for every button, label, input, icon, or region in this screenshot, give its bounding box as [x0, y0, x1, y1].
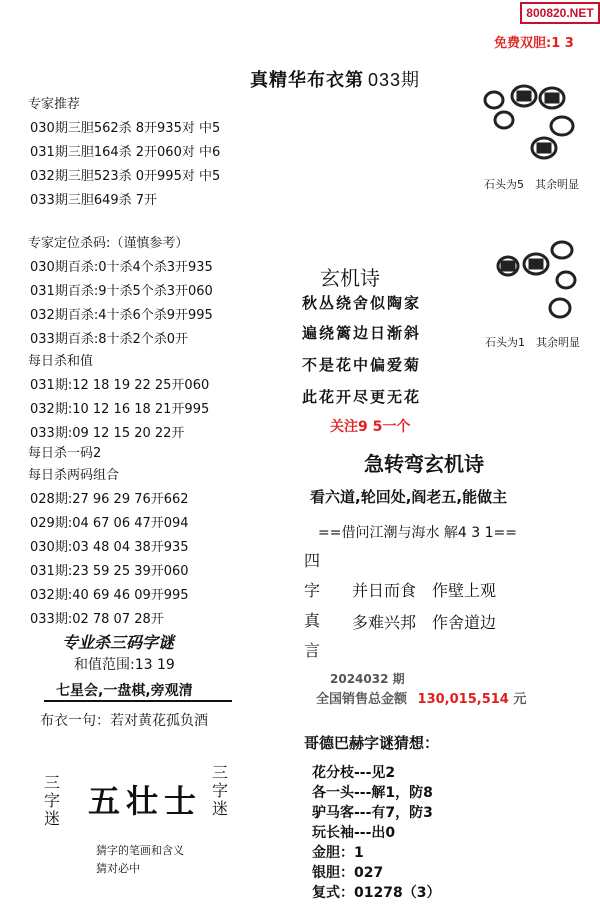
- jizhuan-heading: 急转弯玄机诗: [364, 452, 484, 476]
- daily-two-line: 030期:03 48 04 38开935: [30, 540, 189, 555]
- daily-two-line: 028期:27 96 29 76开662: [30, 492, 189, 507]
- jizhuan-line: ==借问江潮与海水 解4 3 1==: [318, 525, 517, 541]
- sales-row: [316, 688, 526, 707]
- daily-sum-heading: 每日杀和值: [28, 354, 94, 369]
- xuanji-heading: 玄机诗: [320, 266, 380, 290]
- title-text: 真精华布衣第: [250, 70, 364, 91]
- daily-two-line: 029期:04 67 06 47开094: [30, 516, 189, 531]
- position-kill-line: 033期百杀:8十杀2个杀0开: [30, 332, 189, 347]
- divider: [44, 700, 232, 702]
- xuanji-line: 遍绕篱边日渐斜: [302, 324, 422, 342]
- daily-sum-line: 032期:10 12 16 18 21开995: [30, 402, 210, 417]
- three-char-left: 三 字 迷: [44, 773, 61, 828]
- sum-range: 和值范围:13 19: [74, 657, 175, 673]
- title-issue: 033期: [368, 70, 421, 90]
- goldbach-line: 玩长袖---出0: [312, 825, 396, 841]
- goldbach-line: 各一头---解1，防8: [312, 785, 433, 801]
- guess-note: 猜字的笔画和含义: [96, 844, 184, 857]
- site-badge: 800820.NET: [520, 2, 600, 24]
- daily-two-line: 032期:40 69 46 09开995: [30, 588, 189, 603]
- expert-line: 030期三胆562杀 8开935对 中5: [30, 121, 221, 136]
- four-words-row: 多难兴邦 作舍道边: [352, 613, 497, 632]
- buyi-sentence: 布衣一句：若对黄花孤负酒: [40, 713, 208, 729]
- seven-star-line: 七星会,一盘棋,旁观清: [56, 683, 193, 699]
- page-title: [250, 66, 420, 92]
- jizhuan-line: 看六道,轮回处,阎老五,能做主: [310, 488, 508, 506]
- goldbach-line: 花分枝---见2: [312, 765, 396, 781]
- compound-combo: 复式：01278（3）: [312, 885, 441, 901]
- three-char-right: 三 字 迷: [212, 763, 229, 818]
- gold-dan: 金胆：1: [312, 845, 364, 861]
- xuanji-line: 不是花中偏爱菊: [302, 356, 422, 374]
- xuanji-note: 关注9 5一个: [330, 419, 411, 435]
- daily-sum-line: 033期:09 12 15 20 22开: [30, 426, 185, 441]
- sales-amount: 130,015,514: [417, 692, 509, 707]
- position-kill-heading: 专家定位杀码:（谨慎参考）: [28, 236, 189, 251]
- stone-puzzle-image-2: [490, 236, 590, 326]
- expert-line: 031期三胆164杀 2开060对 中6: [30, 145, 221, 160]
- expert-line: 032期三胆523杀 0开995对 中5: [30, 169, 221, 184]
- position-kill-line: 031期百杀:9十杀5个杀3开060: [30, 284, 213, 299]
- stone-caption-1: 石头为5 其余明显: [484, 178, 579, 191]
- daily-two-heading: 每日杀两码组合: [28, 468, 120, 483]
- xuanji-line: 秋丛绕舍似陶家: [302, 294, 422, 312]
- xuanji-line: 此花开尽更无花: [302, 388, 422, 406]
- daily-one-kill: 每日杀一码2: [28, 446, 102, 461]
- goldbach-line: 驴马客---有7，防3: [312, 805, 433, 821]
- silver-dan: 银胆：027: [312, 865, 384, 881]
- goldbach-heading: 哥德巴赫字谜猜想：: [304, 734, 440, 752]
- position-kill-line: 032期百杀:4十杀6个杀9开995: [30, 308, 213, 323]
- guess-note: 猜对必中: [96, 862, 140, 875]
- stone-puzzle-image-1: [478, 78, 588, 170]
- five-soldiers-riddle: 五壮士: [88, 782, 203, 820]
- riddle-heading: 专业杀三码字谜: [62, 633, 175, 652]
- daily-two-line: 031期:23 59 25 39开060: [30, 564, 189, 579]
- four-words-row: 并日而食 作壁上观: [352, 581, 497, 600]
- expert-line: 033期三胆649杀 7开: [30, 193, 158, 208]
- four-words-chars: 四 字 真 言: [304, 551, 321, 660]
- sales-label: 全国销售总金额: [316, 692, 408, 707]
- issue-code: 2024032 期: [330, 672, 405, 686]
- sales-unit: 元: [513, 692, 527, 707]
- expert-heading: 专家推荐: [28, 97, 81, 112]
- daily-two-line: 033期:02 78 07 28开: [30, 612, 164, 627]
- position-kill-line: 030期百杀:0十杀4个杀3开935: [30, 260, 213, 275]
- stone-caption-2: 石头为1 其余明显: [485, 336, 580, 349]
- daily-sum-line: 031期:12 18 19 22 25开060: [30, 378, 210, 393]
- free-dan-label: 免费双胆:1 3: [494, 36, 574, 51]
